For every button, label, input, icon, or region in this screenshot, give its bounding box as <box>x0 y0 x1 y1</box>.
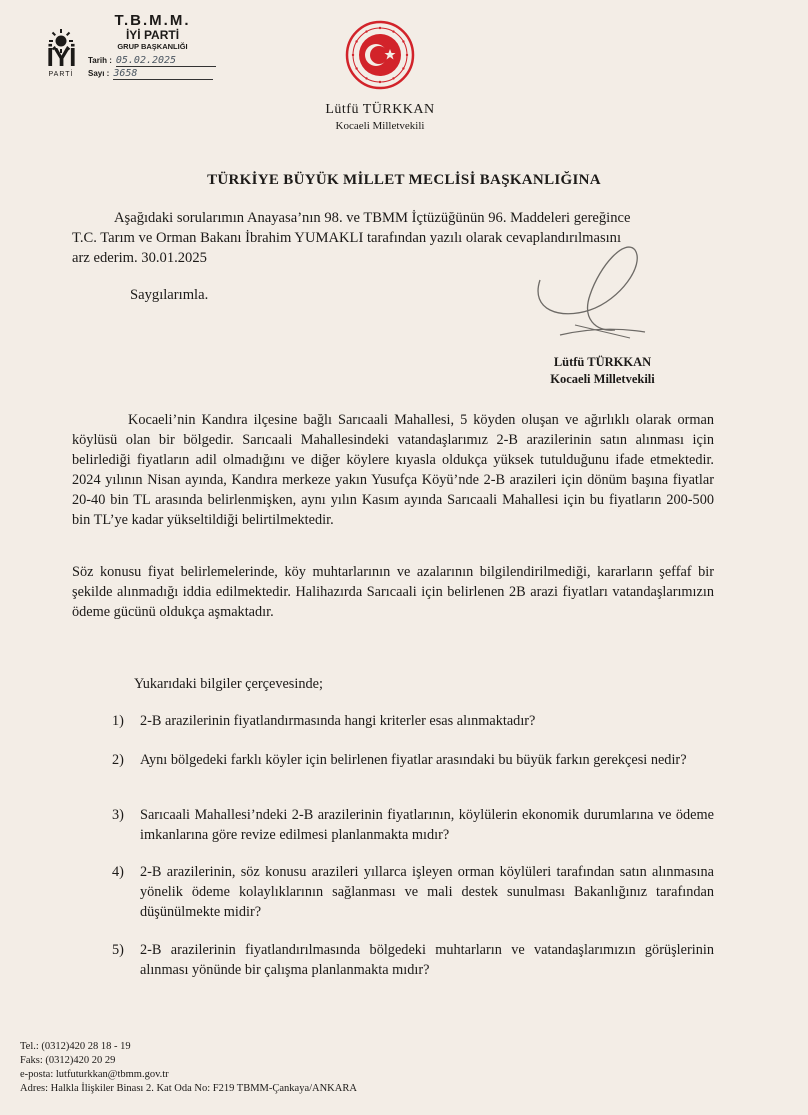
intro-line2: T.C. Tarım ve Orman Bakanı İbrahim YUMAKLI tarafından yazılı olarak cevaplandırılmasını <box>72 230 622 246</box>
question-text: Aynı bölgedeki farklı köyler için belirlenen fiyatlar arasındaki bu büyük farkın gerekçesi nedir? <box>140 752 687 768</box>
signature-title: Kocaeli Milletvekili <box>550 372 655 386</box>
document-title: TÜRKİYE BÜYÜK MİLLET MECLİSİ BAŞKANLIĞINA <box>207 172 601 188</box>
question-number: 5) <box>112 942 124 958</box>
body-paragraph-2: Söz konusu fiyat belirlemelerinde, köy muhtarlarının ve azalarının bilgilendirilmediği, kararların şeffaf bir şekilde alınmadığı iddia edilmektedir. Halihazırda Sarıcaali için belirlenen 2B arazi fiyatları vatandaşlarımızın ödeme gücünü oldukça aşmaktadır. <box>72 564 714 620</box>
body-paragraph-1: Kocaeli’nin Kandıra ilçesine bağlı Sarıcaali Mahallesi, 5 köyden oluşan ve ağırlıklı olarak orman köylüsü olan bir bölgedir. Sarıcaali Mahallesindeki vatandaşlarımız 2-B arazilerinin satın alınması için belirlediği fiyatların adil olmadığını ve diğer köylere kıyasla oldukça yüksek tutulduğunu ifade etmektedir. 2024 yılının Nisan ayında, Kandıra merkeze yakın Yusufça Köyü’nde 2-B arazileri için dönüm başına fiyatlar 20-40 bin TL arasında belirlenmişken, aynı yılın Kasım ayında Sarıcaali Mahallesi için bu fiyatların 200-500 bin TL’ye kadar yükseltildiği belirtilmektedir. <box>72 412 714 528</box>
logo-sub: PARTİ <box>48 71 74 78</box>
date-label: Tarih : <box>88 56 112 65</box>
footer-fax: Faks: (0312)420 20 29 <box>20 1055 116 1066</box>
question-text: 2-B arazilerinin fiyatlandırılmasında bölgedeki muhtarların ve vatandaşlarımızın görüşlerinin alınması yönünde bir çalışma planlanmakta mıdır? <box>140 942 714 978</box>
question-number: 2) <box>112 752 124 768</box>
contact-footer <box>20 1040 357 1096</box>
greeting: Saygılarımla. <box>130 287 209 303</box>
question-item-3 <box>72 805 714 845</box>
question-item-5 <box>72 940 714 980</box>
question-number: 1) <box>112 713 124 729</box>
question-item-1 <box>72 711 714 731</box>
footer-email: e-posta: lutfuturkkan@tbmm.gov.tr <box>20 1069 169 1080</box>
question-text: Sarıcaali Mahallesi’ndeki 2-B arazilerinin fiyatlarının, köylülerin ekonomik durumlarına ve ödeme imkanlarına göre revize edilmesi planlanmakta mıdır? <box>140 807 714 843</box>
header-mp-name: Lütfü TÜRKKAN <box>325 102 435 117</box>
intro-line3: arz ederim. 30.01.2025 <box>72 250 207 266</box>
question-text: 2-B arazilerinin, söz konusu arazileri yıllarca işleyen orman köylüleri tarafından satın alınmasına yönelik ödeme kolaylıklarının sağlanması ve mali destek sunulması Bakanlığınız tarafından düşünülmekte midir? <box>140 864 714 920</box>
handwritten-signature <box>520 240 660 350</box>
party-line2: İYİ PARTİ <box>125 28 180 42</box>
question-text: 2-B arazilerinin fiyatlandırmasında hangi kriterler esas alınmaktadır? <box>140 713 536 729</box>
question-item-2 <box>72 750 714 770</box>
date-line <box>88 55 216 67</box>
logo-word: İYİ <box>46 42 76 72</box>
footer-address: Adres: Halkla İlişkiler Binası 2. Kat Oda No: F219 TBMM-Çankaya/ANKARA <box>20 1083 357 1094</box>
signature-name: Lütfü TÜRKKAN <box>553 355 652 369</box>
header-mp-city: Kocaeli Milletvekili <box>335 120 425 132</box>
number-label: Sayı : <box>88 69 110 78</box>
question-number: 4) <box>112 864 124 880</box>
footer-tel: Tel.: (0312)420 28 18 - 19 <box>20 1041 131 1052</box>
tbmm-seal-icon <box>345 20 415 90</box>
number-value: 3658 <box>113 68 213 80</box>
number-line <box>88 68 213 80</box>
question-item-4 <box>72 862 714 922</box>
questions-lead: Yukarıdaki bilgiler çerçevesinde; <box>134 676 323 692</box>
question-number: 3) <box>112 807 124 823</box>
date-value: 05.02.2025 <box>116 55 216 67</box>
party-line1: T.B.M.M. <box>114 12 191 29</box>
party-stamp <box>100 13 205 52</box>
party-line3: GRUP BAŞKANLIĞI <box>117 42 188 51</box>
intro-line1: Aşağıdaki sorularımın Anayasa’nın 98. ve TBMM İçtüzüğünün 96. Maddeleri gereğince <box>114 210 631 226</box>
